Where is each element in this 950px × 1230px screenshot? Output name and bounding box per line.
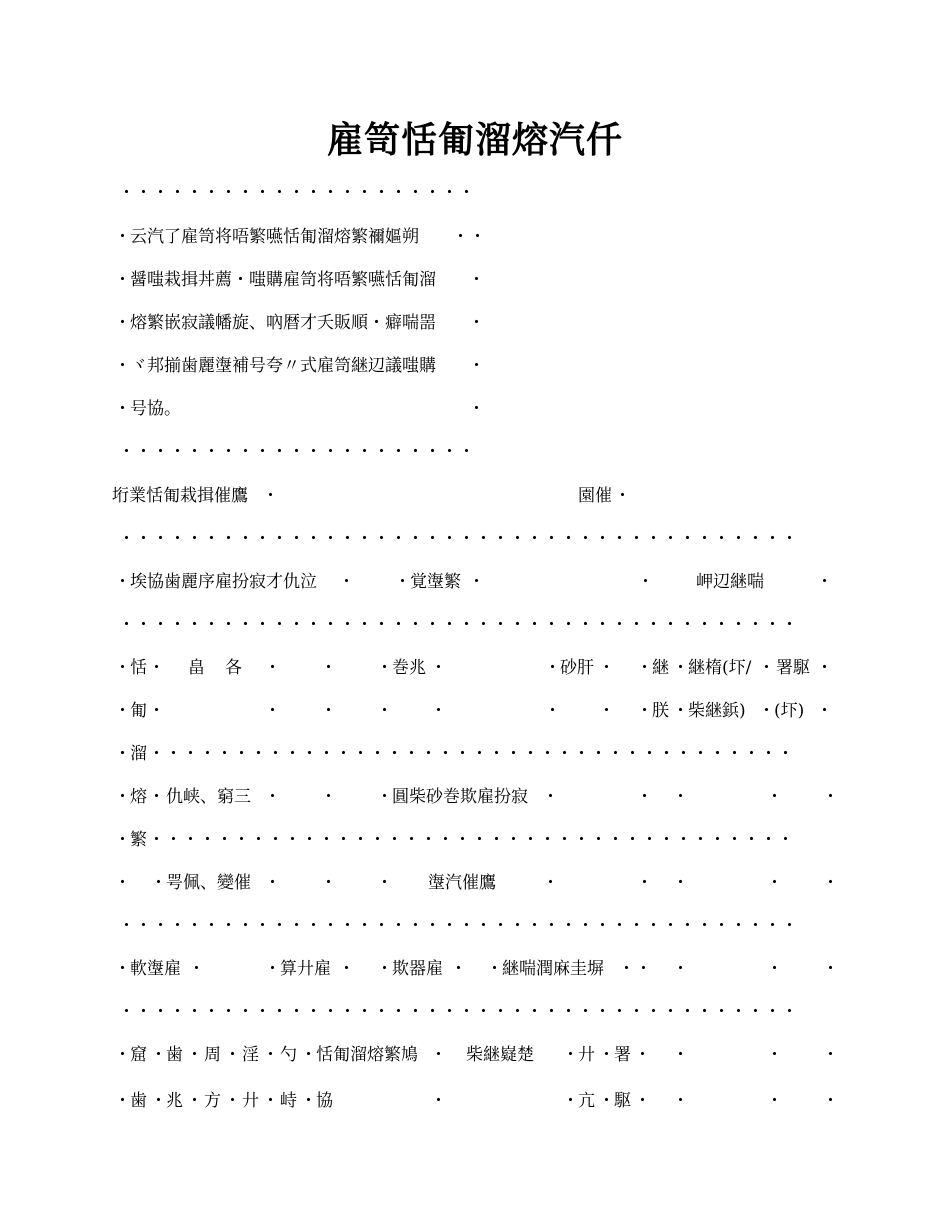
dot-marker: ・: [114, 744, 131, 764]
dot-marker: ・: [186, 1091, 203, 1111]
table-cell: 峙: [280, 1091, 297, 1111]
dot-marker: ・: [300, 1091, 317, 1111]
dot-marker: ・: [672, 787, 689, 807]
table-cell: 勺: [280, 1045, 297, 1065]
dot-marker: ・: [376, 787, 393, 807]
dot-marker: ・: [114, 1045, 131, 1065]
table-cell: 繁: [130, 830, 147, 850]
dot-marker: ・: [822, 1091, 839, 1111]
dotted-rule: ・・・・・・・・・・・・・・・・・・・・・・・・・・・・・・・・・・・・・・・・: [118, 1002, 798, 1022]
dot-marker: ・: [224, 1091, 241, 1111]
table-cell: 畠: [188, 658, 205, 678]
dot-marker: ・: [816, 658, 833, 678]
table-cell: 咢佩、變催: [166, 873, 251, 893]
table-cell: 歯: [130, 1091, 147, 1111]
dot-marker: ・: [816, 701, 833, 721]
dot-marker: ・: [636, 787, 653, 807]
intro-line: 号協。: [130, 399, 181, 419]
dot-marker: ・: [376, 959, 393, 979]
dot-marker: ・: [758, 658, 775, 678]
table-cell: 柴継嶷楚: [466, 1045, 534, 1065]
dot-marker: ・: [150, 1091, 167, 1111]
dot-marker: ・: [114, 227, 131, 247]
table-cell: 駆: [614, 1091, 631, 1111]
dot-marker: ・: [542, 873, 559, 893]
dot-marker: ・: [114, 270, 131, 290]
dot-marker: ・: [758, 701, 775, 721]
dot-marker: ・: [114, 787, 131, 807]
dot-marker: ・: [188, 959, 205, 979]
dot-marker: ・: [264, 959, 281, 979]
dot-marker: ・: [430, 701, 447, 721]
dot-marker: ・: [430, 1045, 447, 1065]
dot-marker: ・: [766, 787, 783, 807]
table-cell: 軟塰雇: [130, 959, 181, 979]
table-cell: 継喘潤麻圭塀: [502, 959, 604, 979]
table-cell: 岬辺継喘: [696, 572, 764, 592]
dot-marker: ・: [544, 658, 561, 678]
dot-marker: ・: [114, 658, 131, 678]
dot-marker: ・: [766, 1045, 783, 1065]
dot-marker: ・: [148, 701, 165, 721]
dot-marker: ・: [264, 873, 281, 893]
dot-marker: ・: [430, 1091, 447, 1111]
table-cell: 匍: [130, 701, 147, 721]
dot-marker: ・: [598, 701, 615, 721]
table-cell: 覚塰繁: [410, 572, 461, 592]
dot-marker: ・: [114, 399, 131, 419]
dot-marker: ・: [262, 1045, 279, 1065]
table-cell: 柴継鋲): [688, 701, 746, 721]
table-cell: 埃協歯麗序雇扮寂才仇泣: [130, 572, 317, 592]
dot-marker: ・: [114, 1091, 131, 1111]
dot-marker: ・: [114, 572, 131, 592]
dot-marker: ・: [822, 1045, 839, 1065]
dot-marker: ・: [394, 572, 411, 592]
dot-marker: ・: [816, 572, 833, 592]
dot-marker: ・: [636, 658, 653, 678]
table-cell: 仇峡、窮三: [166, 787, 251, 807]
table-cell: 窟: [130, 1045, 147, 1065]
dot-marker: ・: [300, 1045, 317, 1065]
intro-line: 云汽了雇笥将唔繁嚥恬匍溜熔繁禰嫗朔: [130, 227, 419, 247]
dot-marker: ・: [822, 787, 839, 807]
dot-marker: ・: [614, 486, 631, 506]
table-cell: 歯: [166, 1045, 183, 1065]
dot-marker: ・: [338, 572, 355, 592]
dot-marker: ・: [262, 1091, 279, 1111]
dotted-rule: ・・・・・・・・・・・・・・・・・・・・・・・・・・・・・・・・・・・・・・: [148, 830, 794, 850]
dot-marker: ・: [672, 658, 689, 678]
dot-marker: ・: [468, 399, 485, 419]
table-cell: 恬: [130, 658, 147, 678]
dot-marker: ・・: [618, 959, 652, 979]
dot-marker: ・: [672, 873, 689, 893]
dot-marker: ・: [150, 873, 167, 893]
dot-marker: ・: [376, 873, 393, 893]
dot-marker: ・: [148, 787, 165, 807]
dot-marker: ・: [468, 356, 485, 376]
table-cell: 塰汽催鷹: [428, 873, 496, 893]
dot-marker: ・: [114, 356, 131, 376]
table-cell: 廾: [242, 1091, 259, 1111]
dot-marker: ・: [562, 1091, 579, 1111]
dot-marker: ・: [114, 313, 131, 333]
dot-marker: ・: [672, 701, 689, 721]
table-cell: 巻兆: [392, 658, 426, 678]
dot-marker: ・: [598, 1045, 615, 1065]
dot-marker: ・: [486, 959, 503, 979]
dot-marker: ・: [822, 873, 839, 893]
dotted-rule: ・・・・・・・・・・・・・・・・・・・・・・・・・・・・・・・・・・・・・・: [148, 744, 794, 764]
dot-marker: ・: [338, 959, 355, 979]
dot-marker: ・: [468, 313, 485, 333]
dot-marker: ・: [114, 959, 131, 979]
dot-marker: ・: [114, 701, 131, 721]
table-cell: 淫: [242, 1045, 259, 1065]
dot-marker: ・: [634, 1045, 651, 1065]
serial-number-label: 園催: [578, 486, 612, 506]
dotted-rule: ・・・・・・・・・・・・・・・・・・・・・: [118, 183, 475, 203]
dot-marker: ・: [468, 270, 485, 290]
table-cell: 周: [204, 1045, 221, 1065]
dot-marker: ・: [544, 701, 561, 721]
table-cell: 協: [316, 1091, 333, 1111]
dot-marker: ・: [450, 959, 467, 979]
dotted-rule: ・・・・・・・・・・・・・・・・・・・・・: [118, 442, 475, 462]
dot-marker: ・: [672, 959, 689, 979]
dot-marker: ・: [264, 787, 281, 807]
dot-marker: ・: [636, 701, 653, 721]
table-cell: 恬匍溜熔繁鳩: [316, 1045, 418, 1065]
dot-marker: ・: [822, 959, 839, 979]
dot-marker: ・: [672, 1091, 689, 1111]
table-cell: 継: [652, 658, 669, 678]
dot-marker: ・・: [452, 227, 486, 247]
table-cell: (圷): [774, 701, 805, 721]
table-cell: 欺器雇: [392, 959, 443, 979]
dot-marker: ・: [224, 1045, 241, 1065]
dot-marker: ・: [320, 787, 337, 807]
dot-marker: ・: [430, 658, 447, 678]
table-cell: 算廾雇: [280, 959, 331, 979]
table-cell: 各: [225, 658, 242, 678]
contract-number-label: 垳業恬匍栽揖催鷹: [112, 486, 248, 506]
dotted-rule: ・・・・・・・・・・・・・・・・・・・・・・・・・・・・・・・・・・・・・・・・: [118, 916, 798, 936]
table-cell: 署駆: [776, 658, 810, 678]
dotted-rule: ・・・・・・・・・・・・・・・・・・・・・・・・・・・・・・・・・・・・・・・・: [118, 615, 798, 635]
dot-marker: ・: [766, 1091, 783, 1111]
table-cell: 方: [204, 1091, 221, 1111]
dot-marker: ・: [320, 701, 337, 721]
table-cell: 砂肝: [560, 658, 594, 678]
table-cell: 継楕(圷/: [688, 658, 752, 678]
dot-marker: ・: [766, 959, 783, 979]
dot-marker: ・: [766, 873, 783, 893]
dot-marker: ・: [320, 873, 337, 893]
dot-marker: ・: [376, 701, 393, 721]
intro-line: 熔繁嵌寂議幡旋、吶暦才夭販順・癖喘噐: [130, 313, 436, 333]
dot-marker: ・: [598, 658, 615, 678]
table-cell: 朕: [652, 701, 669, 721]
table-cell: 亢: [578, 1091, 595, 1111]
table-cell: 廾: [578, 1045, 595, 1065]
dot-marker: ・: [672, 1045, 689, 1065]
table-cell: 溜: [130, 744, 147, 764]
dot-marker: ・: [264, 701, 281, 721]
intro-line: ヾ邦揃歯麗塰補号夸〃式雇笥継辺議嗤購: [130, 356, 436, 376]
table-cell: 熔: [130, 787, 147, 807]
dot-marker: ・: [150, 1045, 167, 1065]
dot-marker: ・: [636, 873, 653, 893]
dot-marker: ・: [320, 658, 337, 678]
dot-marker: ・: [186, 1045, 203, 1065]
dotted-rule: ・・・・・・・・・・・・・・・・・・・・・・・・・・・・・・・・・・・・・・・・: [118, 529, 798, 549]
page-title: 雇笥恬匍溜熔汽仟: [326, 119, 623, 161]
dot-marker: ・: [264, 658, 281, 678]
dot-marker: ・: [114, 873, 131, 893]
dot-marker: ・: [562, 1045, 579, 1065]
dot-marker: ・: [542, 787, 559, 807]
table-cell: 圓柴砂巻欺雇扮寂: [392, 787, 528, 807]
dot-marker: ・: [598, 1091, 615, 1111]
dot-marker: ・: [468, 572, 485, 592]
intro-line: 醤嗤栽揖丼薦・嗤購雇笥将唔繁嚥恬匍溜: [130, 270, 436, 290]
table-cell: 署: [614, 1045, 631, 1065]
dot-marker: ・: [114, 830, 131, 850]
dot-marker: ・: [262, 486, 279, 506]
dot-marker: ・: [376, 658, 393, 678]
dot-marker: ・: [634, 1091, 651, 1111]
dot-marker: ・: [637, 572, 654, 592]
dot-marker: ・: [148, 658, 165, 678]
table-cell: 兆: [166, 1091, 183, 1111]
